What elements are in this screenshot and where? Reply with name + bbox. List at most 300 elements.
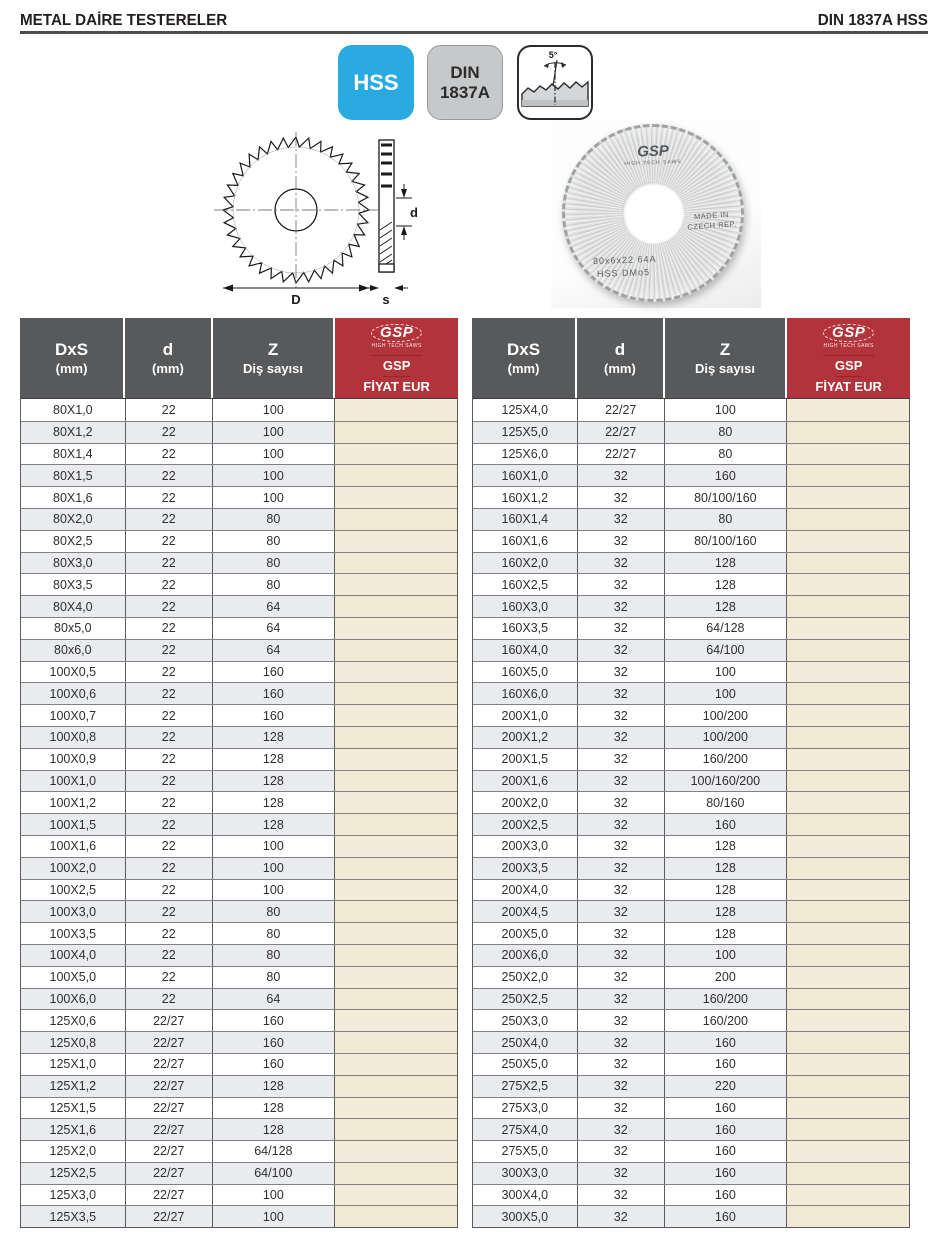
table-row: [21, 857, 457, 879]
price-cell: [787, 662, 909, 683]
price-cell: [335, 1141, 457, 1162]
table-row: [473, 486, 909, 508]
dxs-cell: 160X3,0: [473, 596, 578, 617]
price-cell: [335, 1010, 457, 1031]
table-row: [21, 443, 457, 465]
table-row: [473, 1162, 909, 1184]
z-cell: 100: [665, 399, 787, 421]
z-cell: 80: [665, 444, 787, 465]
price-cell: [787, 487, 909, 508]
dxs-cell: 200X6,0: [473, 945, 578, 966]
price-cell: [787, 1010, 909, 1031]
dxs-cell: 80x6,0: [21, 640, 126, 661]
price-cell: [787, 422, 909, 443]
table-row: [21, 1075, 457, 1097]
d-cell: 22/27: [578, 422, 665, 443]
price-cell: [335, 509, 457, 530]
table-body-left: [20, 398, 458, 1228]
dxs-cell: 200X4,0: [473, 880, 578, 901]
price-cell: [335, 727, 457, 748]
table-row: [21, 791, 457, 813]
z-cell: 128: [213, 1119, 335, 1140]
table-row: [21, 639, 457, 661]
d-cell: 22/27: [578, 444, 665, 465]
price-cell: [335, 771, 457, 792]
z-cell: 64: [213, 989, 335, 1010]
d-cell: 22: [126, 531, 213, 552]
z-cell: 160: [213, 1010, 335, 1031]
table-row: [473, 988, 909, 1010]
price-cell: [335, 1076, 457, 1097]
table-row: [473, 464, 909, 486]
dxs-cell: 100X0,6: [21, 683, 126, 704]
table-row: [473, 813, 909, 835]
z-cell: 100: [213, 1206, 335, 1227]
table-row: [473, 748, 909, 770]
table-row: [473, 682, 909, 704]
blade-technical-drawing: [200, 130, 430, 310]
price-cell: [335, 531, 457, 552]
z-cell: 80/100/160: [665, 487, 787, 508]
din-1837a-badge: [427, 45, 503, 120]
d-cell: 32: [578, 814, 665, 835]
table-row: [473, 770, 909, 792]
gsp-logo: GSP HIGH TECH SAWS: [823, 318, 874, 356]
d-cell: 22/27: [126, 1185, 213, 1206]
table-row: [21, 595, 457, 617]
table-row: [21, 813, 457, 835]
table-row: [473, 1205, 909, 1227]
price-cell: [335, 553, 457, 574]
price-cell: [787, 683, 909, 704]
dxs-cell: 160X1,4: [473, 509, 578, 530]
dxs-cell: 200X2,5: [473, 814, 578, 835]
table-row: [473, 900, 909, 922]
d-cell: 22: [126, 553, 213, 574]
d-cell: 32: [578, 1010, 665, 1031]
table-row: [473, 1031, 909, 1053]
price-cell: [787, 574, 909, 595]
table-row: [21, 617, 457, 639]
z-cell: 128: [213, 1098, 335, 1119]
z-cell: 64/100: [213, 1163, 335, 1184]
price-cell: [787, 945, 909, 966]
table-row: [21, 966, 457, 988]
dxs-cell: 125X6,0: [473, 444, 578, 465]
dxs-cell: 125X0,6: [21, 1010, 126, 1031]
dxs-cell: 275X2,5: [473, 1076, 578, 1097]
col-header-z: Z Diş sayısı: [665, 318, 788, 398]
d-cell: 32: [578, 792, 665, 813]
col-header-z: Z Diş sayısı: [213, 318, 336, 398]
d-cell: 32: [578, 531, 665, 552]
bore-label: d: [410, 205, 418, 220]
dxs-cell: 200X1,5: [473, 749, 578, 770]
z-cell: 160: [213, 683, 335, 704]
dxs-cell: 200X3,0: [473, 836, 578, 857]
price-cell: [335, 465, 457, 486]
table-row: [21, 922, 457, 944]
blade-size-mark: 80x6x22 64A: [592, 253, 657, 267]
dxs-cell: 250X5,0: [473, 1054, 578, 1075]
price-cell: [787, 858, 909, 879]
dxs-cell: 275X5,0: [473, 1141, 578, 1162]
d-cell: 22: [126, 989, 213, 1010]
table-row: [21, 988, 457, 1010]
table-row: [473, 421, 909, 443]
price-cell: [335, 858, 457, 879]
dxs-cell: 80X1,2: [21, 422, 126, 443]
dxs-cell: 100X0,9: [21, 749, 126, 770]
d-cell: 22/27: [126, 1098, 213, 1119]
price-cell: [335, 640, 457, 661]
z-cell: 64: [213, 596, 335, 617]
table-row: [473, 1097, 909, 1119]
page-header: [20, 8, 928, 30]
price-eur-band: FİYAT EUR: [363, 379, 430, 395]
z-cell: 100: [213, 858, 335, 879]
d-cell: 22: [126, 901, 213, 922]
d-cell: 32: [578, 880, 665, 901]
z-cell: 160: [665, 465, 787, 486]
z-cell: 128: [665, 596, 787, 617]
table-row: [473, 508, 909, 530]
price-cell: [787, 1032, 909, 1053]
d-cell: 32: [578, 705, 665, 726]
z-cell: 128: [665, 836, 787, 857]
dxs-cell: 160X1,6: [473, 531, 578, 552]
d-cell: 32: [578, 1163, 665, 1184]
table-row: [473, 595, 909, 617]
price-cell: [335, 989, 457, 1010]
price-cell: [787, 444, 909, 465]
d-cell: 32: [578, 858, 665, 879]
price-cell: [787, 1163, 909, 1184]
z-cell: 64: [213, 640, 335, 661]
z-cell: 128: [665, 923, 787, 944]
price-cell: [787, 1119, 909, 1140]
d-cell: 32: [578, 1141, 665, 1162]
table-row: [21, 552, 457, 574]
dxs-cell: 100X3,5: [21, 923, 126, 944]
price-cell: [335, 444, 457, 465]
z-cell: 200: [665, 967, 787, 988]
d-cell: 32: [578, 509, 665, 530]
price-table-left: [20, 318, 458, 1228]
d-cell: 32: [578, 727, 665, 748]
d-cell: 22: [126, 727, 213, 748]
dxs-cell: 100X5,0: [21, 967, 126, 988]
z-cell: 128: [213, 792, 335, 813]
dxs-cell: 200X5,0: [473, 923, 578, 944]
dxs-cell: 100X1,2: [21, 792, 126, 813]
dxs-cell: 125X1,2: [21, 1076, 126, 1097]
dxs-cell: 100X3,0: [21, 901, 126, 922]
d-cell: 32: [578, 487, 665, 508]
dxs-cell: 200X3,5: [473, 858, 578, 879]
d-cell: 32: [578, 640, 665, 661]
dxs-cell: 200X2,0: [473, 792, 578, 813]
price-cell: [787, 967, 909, 988]
z-cell: 100: [665, 662, 787, 683]
dxs-cell: 125X1,5: [21, 1098, 126, 1119]
d-cell: 32: [578, 574, 665, 595]
thickness-label: s: [382, 292, 390, 307]
table-row: [473, 1009, 909, 1031]
table-row: [21, 726, 457, 748]
table-row: [473, 726, 909, 748]
table-row: [473, 922, 909, 944]
price-cell: [335, 792, 457, 813]
z-cell: 128: [665, 901, 787, 922]
d-cell: 22: [126, 618, 213, 639]
price-cell: [335, 422, 457, 443]
table-row: [21, 682, 457, 704]
dxs-cell: 80x5,0: [21, 618, 126, 639]
table-row: [473, 552, 909, 574]
d-cell: 32: [578, 1054, 665, 1075]
table-row: [21, 1118, 457, 1140]
z-cell: 80: [213, 553, 335, 574]
z-cell: 100: [213, 399, 335, 421]
z-cell: 80: [213, 531, 335, 552]
d-cell: 22: [126, 923, 213, 944]
angle-value-label: 5°: [548, 50, 558, 60]
table-header: [472, 318, 910, 398]
price-cell: [787, 1141, 909, 1162]
price-cell: [787, 901, 909, 922]
z-cell: 128: [213, 749, 335, 770]
d-cell: 22: [126, 574, 213, 595]
d-cell: 32: [578, 901, 665, 922]
price-cell: [787, 792, 909, 813]
z-cell: 80: [213, 923, 335, 944]
z-cell: 100/160/200: [665, 771, 787, 792]
dxs-cell: 100X1,6: [21, 836, 126, 857]
dxs-cell: 80X2,0: [21, 509, 126, 530]
d-cell: 32: [578, 618, 665, 639]
dxs-cell: 300X4,0: [473, 1185, 578, 1206]
table-row: [21, 1009, 457, 1031]
d-cell: 22: [126, 771, 213, 792]
price-cell: [787, 880, 909, 901]
z-cell: 160: [213, 1032, 335, 1053]
z-cell: 64/128: [213, 1141, 335, 1162]
col-header-d: d (mm): [577, 318, 665, 398]
d-cell: 22: [126, 814, 213, 835]
price-cell: [335, 683, 457, 704]
table-row: [473, 1140, 909, 1162]
dxs-cell: 80X1,5: [21, 465, 126, 486]
z-cell: 160/200: [665, 989, 787, 1010]
price-cell: [335, 945, 457, 966]
z-cell: 160: [213, 705, 335, 726]
table-row: [473, 1053, 909, 1075]
dxs-cell: 250X3,0: [473, 1010, 578, 1031]
z-cell: 80/100/160: [665, 531, 787, 552]
price-cell: [787, 640, 909, 661]
z-cell: 160: [665, 1163, 787, 1184]
table-row: [473, 879, 909, 901]
price-cell: [787, 553, 909, 574]
dxs-cell: 160X4,0: [473, 640, 578, 661]
price-cell: [787, 1206, 909, 1227]
tooth-angle-badge: [517, 45, 593, 120]
price-cell: [335, 1206, 457, 1227]
z-cell: 160: [665, 1032, 787, 1053]
z-cell: 160: [665, 1054, 787, 1075]
z-cell: 128: [213, 727, 335, 748]
price-cell: [335, 1098, 457, 1119]
dxs-cell: 80X2,5: [21, 531, 126, 552]
dxs-cell: 250X2,5: [473, 989, 578, 1010]
d-cell: 22: [126, 880, 213, 901]
z-cell: 80/160: [665, 792, 787, 813]
dxs-cell: 200X1,0: [473, 705, 578, 726]
price-cell: [787, 1054, 909, 1075]
col-header-dxs: DxS (mm): [20, 318, 125, 398]
z-cell: 80: [213, 945, 335, 966]
table-row: [21, 879, 457, 901]
price-cell: [335, 1054, 457, 1075]
table-row: [21, 1162, 457, 1184]
table-row: [473, 704, 909, 726]
d-cell: 32: [578, 945, 665, 966]
table-row: [21, 770, 457, 792]
dxs-cell: 100X0,8: [21, 727, 126, 748]
price-cell: [335, 705, 457, 726]
z-cell: 128: [213, 771, 335, 792]
table-row: [473, 1075, 909, 1097]
d-cell: 22/27: [126, 1206, 213, 1227]
d-cell: 22: [126, 683, 213, 704]
d-cell: 22: [126, 967, 213, 988]
d-cell: 22: [126, 422, 213, 443]
d-cell: 22/27: [578, 399, 665, 421]
d-cell: 32: [578, 1098, 665, 1119]
price-cell: [335, 574, 457, 595]
z-cell: 100: [213, 444, 335, 465]
table-row: [21, 530, 457, 552]
d-cell: 22: [126, 705, 213, 726]
d-cell: 22: [126, 465, 213, 486]
z-cell: 100: [665, 945, 787, 966]
z-cell: 64: [213, 618, 335, 639]
price-cell: [787, 727, 909, 748]
blade-side-drawing: [365, 140, 418, 307]
price-eur-band: FİYAT EUR: [815, 379, 882, 395]
blade-brand-mark: GSP: [636, 142, 670, 161]
table-row: [473, 573, 909, 595]
price-cell: [787, 531, 909, 552]
z-cell: 160: [665, 1098, 787, 1119]
z-cell: 80: [213, 967, 335, 988]
dxs-cell: 200X1,2: [473, 727, 578, 748]
d-cell: 22/27: [126, 1119, 213, 1140]
d-cell: 22: [126, 509, 213, 530]
table-row: [473, 944, 909, 966]
price-cell: [787, 771, 909, 792]
dxs-cell: 300X5,0: [473, 1206, 578, 1227]
price-cell: [335, 836, 457, 857]
saw-blade-image: [562, 124, 744, 302]
hss-badge: [338, 45, 414, 120]
table-row: [21, 1031, 457, 1053]
gsp-brand-band: GSP: [383, 356, 410, 377]
dxs-cell: 100X2,5: [21, 880, 126, 901]
z-cell: 128: [665, 880, 787, 901]
price-cell: [335, 923, 457, 944]
d-cell: 22: [126, 836, 213, 857]
dxs-cell: 100X1,5: [21, 814, 126, 835]
blade-brand-sub-mark: HIGH TECH SAWS: [624, 159, 682, 167]
table-row: [21, 1205, 457, 1227]
price-cell: [787, 596, 909, 617]
z-cell: 80: [665, 509, 787, 530]
price-cell: [787, 989, 909, 1010]
d-cell: 32: [578, 1032, 665, 1053]
d-cell: 32: [578, 1185, 665, 1206]
dxs-cell: 250X4,0: [473, 1032, 578, 1053]
blade-photo: [551, 120, 761, 308]
hss-badge-label: HSS: [353, 69, 399, 95]
d-cell: 22: [126, 749, 213, 770]
table-row: [473, 966, 909, 988]
z-cell: 80: [213, 901, 335, 922]
z-cell: 100: [213, 836, 335, 857]
price-cell: [335, 487, 457, 508]
z-cell: 160/200: [665, 1010, 787, 1031]
d-cell: 22/27: [126, 1163, 213, 1184]
price-table-right: [472, 318, 910, 1228]
z-cell: 160: [213, 1054, 335, 1075]
d-cell: 32: [578, 836, 665, 857]
z-cell: 160: [665, 1185, 787, 1206]
dxs-cell: 160X1,0: [473, 465, 578, 486]
table-row: [21, 900, 457, 922]
z-cell: 128: [665, 858, 787, 879]
dxs-cell: 160X2,5: [473, 574, 578, 595]
dxs-cell: 125X2,0: [21, 1141, 126, 1162]
col-header-price: [787, 318, 910, 398]
dxs-cell: 80X1,4: [21, 444, 126, 465]
z-cell: 80: [213, 509, 335, 530]
z-cell: 64/100: [665, 640, 787, 661]
table-row: [21, 508, 457, 530]
dxs-cell: 125X1,0: [21, 1054, 126, 1075]
z-cell: 128: [213, 1076, 335, 1097]
dxs-cell: 125X4,0: [473, 399, 578, 421]
gsp-brand-band: GSP: [835, 356, 862, 377]
table-row: [473, 639, 909, 661]
d-cell: 22: [126, 487, 213, 508]
d-cell: 32: [578, 553, 665, 574]
d-cell: 22/27: [126, 1054, 213, 1075]
price-cell: [787, 509, 909, 530]
table-row: [21, 1053, 457, 1075]
blade-bore-hole: [622, 182, 684, 244]
table-row: [21, 1140, 457, 1162]
z-cell: 160: [665, 1141, 787, 1162]
price-cell: [335, 596, 457, 617]
z-cell: 100: [665, 683, 787, 704]
d-cell: 32: [578, 465, 665, 486]
dxs-cell: 160X6,0: [473, 683, 578, 704]
dxs-cell: 100X0,7: [21, 705, 126, 726]
dxs-cell: 80X4,0: [21, 596, 126, 617]
dxs-cell: 125X3,0: [21, 1185, 126, 1206]
d-cell: 22/27: [126, 1032, 213, 1053]
